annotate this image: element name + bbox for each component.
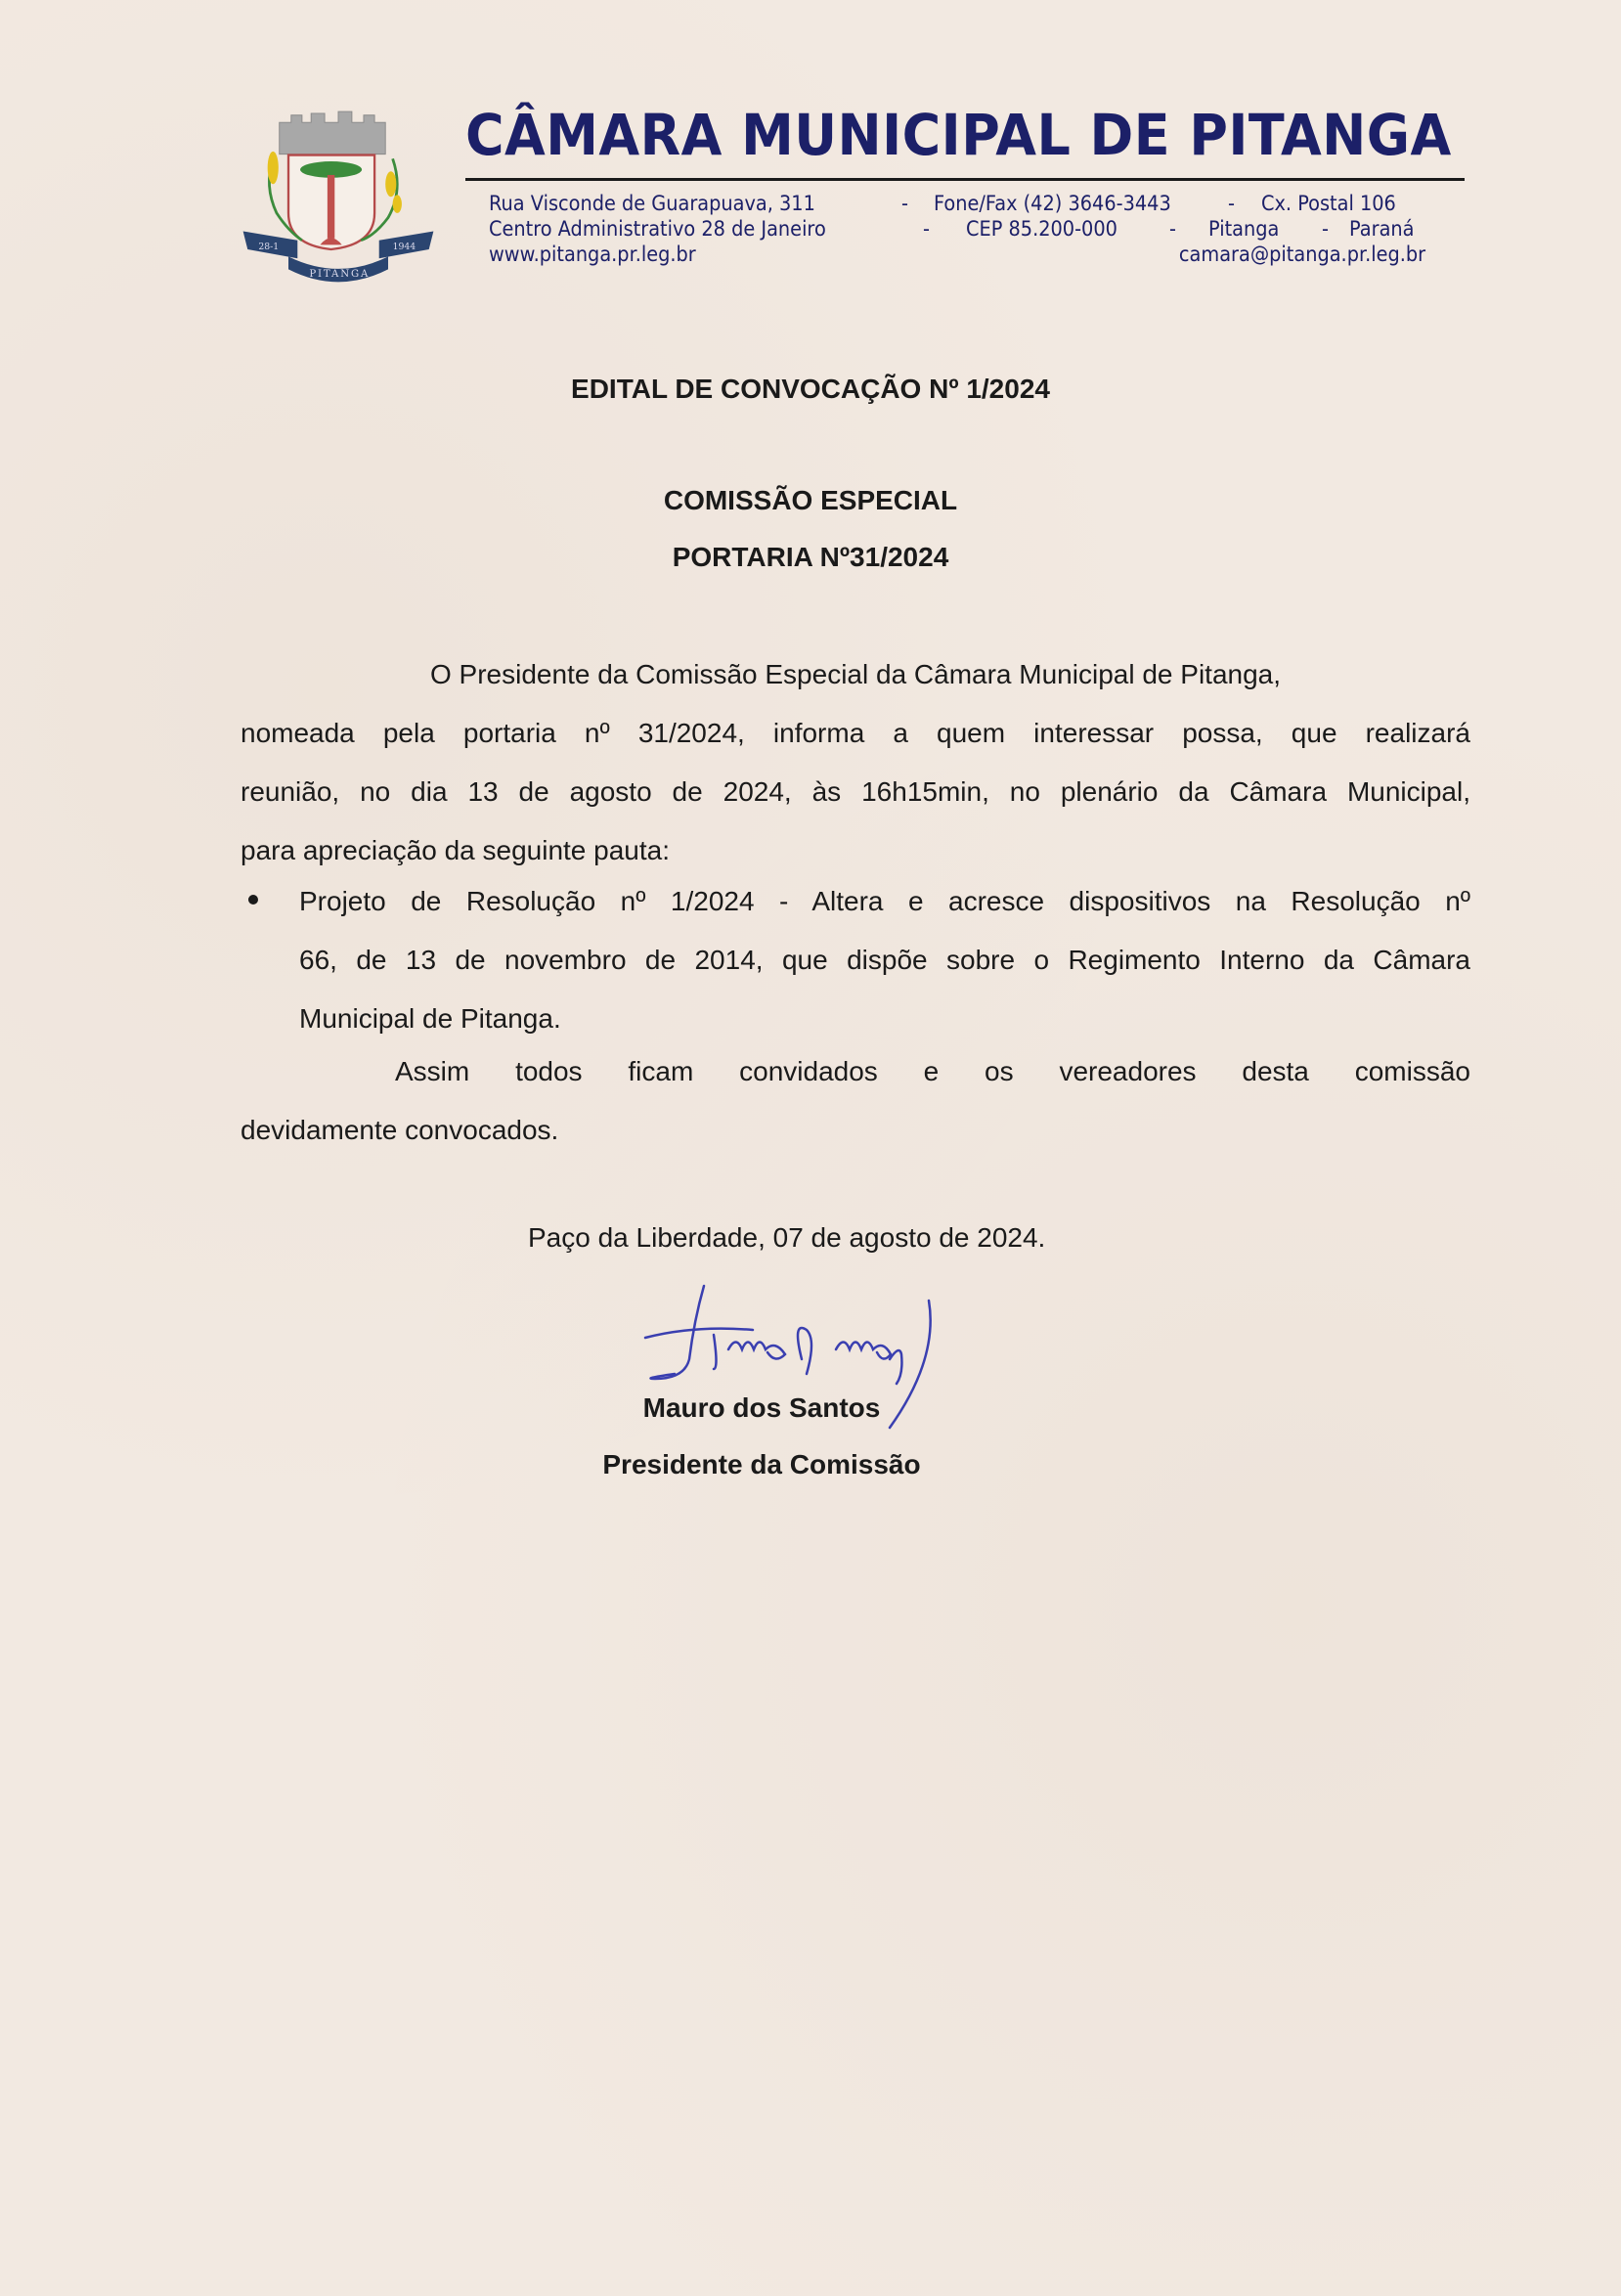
separator: - [923,217,930,241]
agenda-item-line: Municipal de Pitanga. [299,1003,561,1034]
address: Rua Visconde de Guarapuava, 311 [489,192,815,215]
city: Pitanga [1208,217,1280,241]
bullet-icon [248,895,258,905]
svg-text:28-1: 28-1 [258,242,280,252]
phone: Fone/Fax (42) 3646-3443 [934,192,1171,215]
paragraph-line: Assim todos ficam convidados e os vereadores desta comissão [395,1056,1470,1086]
svg-text:1944: 1944 [392,242,416,252]
website-link[interactable]: www.pitanga.pr.leg.br [489,243,696,266]
institution-name: CÂMARA MUNICIPAL DE PITANGA [465,102,1452,168]
cep: CEP 85.200-000 [966,217,1117,241]
paragraph-line: O Presidente da Comissão Especial da Câmara Municipal de Pitanga, [430,659,1282,689]
paragraph-line: reunião, no dia 13 de agosto de 2024, às 16h15min, no plenário da Câmara Municipal, [241,776,1470,807]
separator: - [1228,192,1235,215]
committee-name: COMISSÃO ESPECIAL [663,485,958,515]
svg-text:PITANGA: PITANGA [309,268,371,280]
state: Paraná [1349,217,1415,241]
agenda-item-line: 66, de 13 de novembro de 2014, que dispõe sobre o Regimento Interno da Câmara [299,945,1470,975]
separator: - [1322,217,1329,241]
coat-of-arms-icon [239,102,438,297]
center-name: Centro Administrativo 28 de Janeiro [489,217,826,241]
paragraph-line: devidamente convocados. [241,1115,559,1145]
document-title: EDITAL DE CONVOCAÇÃO Nº 1/2024 [571,374,1050,404]
paragraph-line: para apreciação da seguinte pauta: [241,835,670,865]
separator: - [901,192,908,215]
postal-box: Cx. Postal 106 [1261,192,1396,215]
signatory-name: Mauro dos Santos [642,1392,881,1423]
letterhead-divider [465,178,1465,181]
signatory-role: Presidente da Comissão [602,1449,921,1479]
separator: - [1169,217,1176,241]
paragraph-line: nomeada pela portaria nº 31/2024, informa a quem interessar possa, que realizará [241,718,1470,748]
place-date: Paço da Liberdade, 07 de agosto de 2024. [528,1222,1046,1253]
email-link[interactable]: camara@pitanga.pr.leg.br [1178,243,1425,266]
agenda-item-line: Projeto de Resolução nº 1/2024 - Altera e acresce dispositivos na Resolução nº [299,886,1470,916]
ordinance-number: PORTARIA Nº31/2024 [672,542,949,572]
